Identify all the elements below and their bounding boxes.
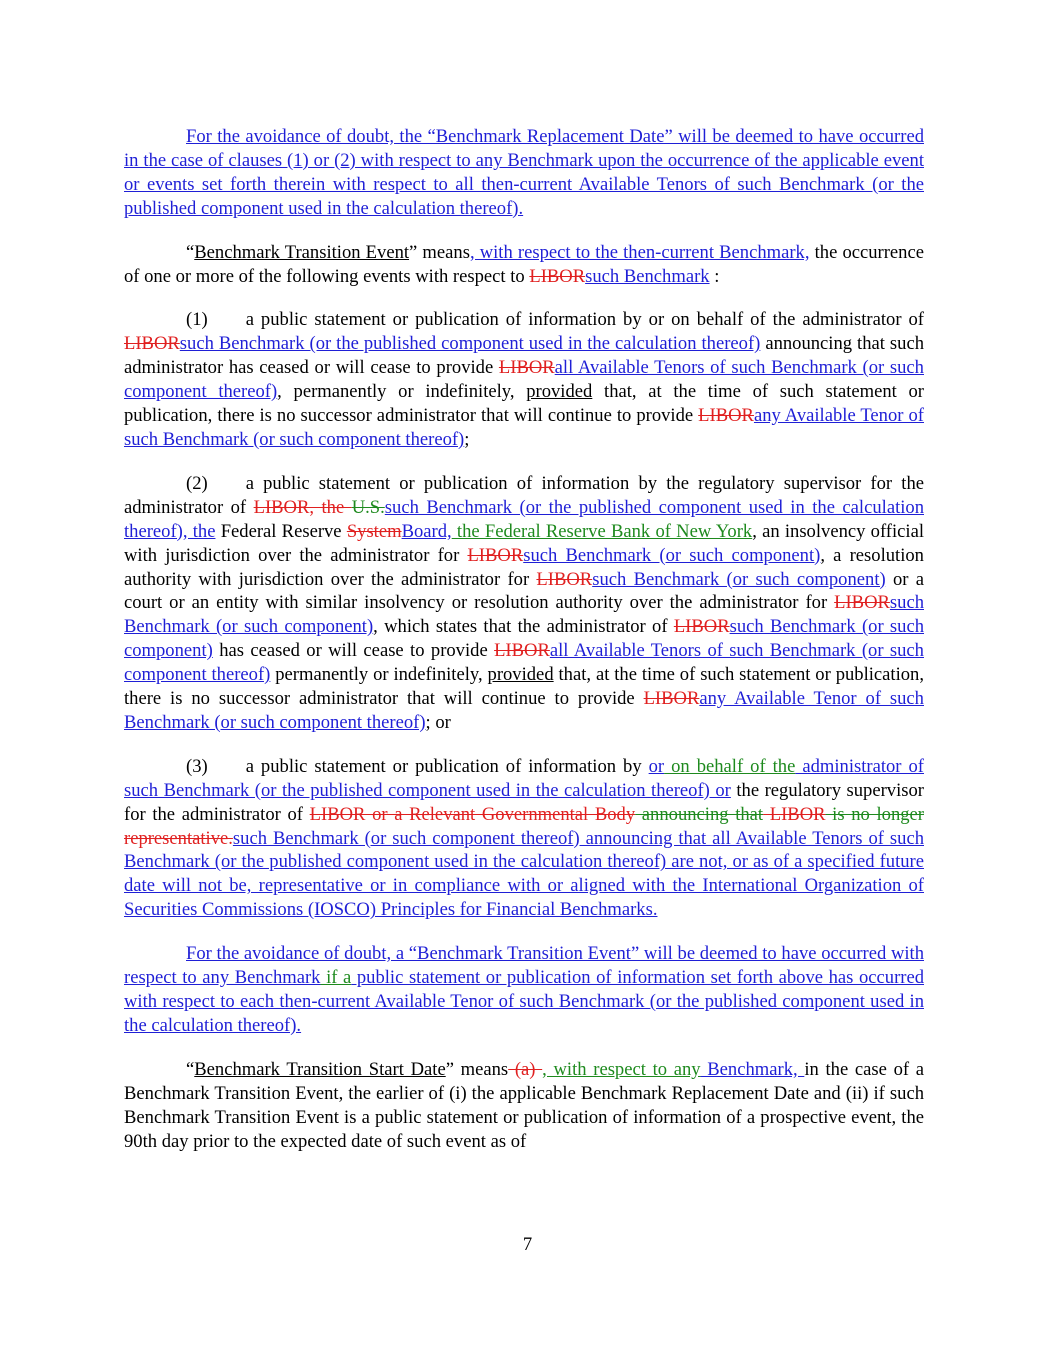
deleted-text: System [346,520,402,542]
deleted-text: LIBOR [834,592,890,614]
inserted-text: if a [320,967,352,989]
inserted-text: , with respect to any [542,1058,701,1080]
paragraph-replacement-date-clarification [124,125,924,221]
deleted-text: LIBOR [124,333,180,355]
deleted-text: LIBOR [698,405,754,427]
deleted-text: LIBOR [529,265,586,287]
deleted-text: (a) [508,1058,543,1080]
defined-term: Benchmark Transition Event [194,241,410,263]
inserted-text: on behalf of the [664,755,796,777]
page-body [124,125,924,1173]
inserted-text: such Benchmark [585,265,710,287]
inserted-text: such Benchmark (or such component) [523,544,821,566]
page-number: 7 [522,1234,533,1255]
clause-1: (1) a public statement or publication of information by or on behalf of the administrator of LIBORsuch Benchmark (or the published component used in the calculation thereof) announcing that such administrator has ceased or will cease to provide LIBORall Available Tenors of such Benchmark (or such component thereof), permanently or indefinitely, provided that, at the time of such statement or publication, there is no successor administrator that will continue to provide LIBORany Available Tenor of such Benchmark (or such component thereof); [124,309,924,450]
inserted-text: such Benchmark (or such component thereof) announcing that all Available Tenors of such Benchmark (or the published component used in the calculation thereof) are not, or as of a specified future date will not be, representative or in compliance with or aligned with the International Organization of Securities Commissions (IOSCO) Principles for Financial Benchmarks. [124,827,924,921]
deleted-text: LIBOR, the [253,496,352,518]
inserted-text: such Benchmark (or the published component used in the calculation thereof), the [124,496,924,542]
paragraph-transition-event-clarification [124,942,924,1038]
inserted-text: such Benchmark (or such component) [592,568,886,590]
deleted-text: LIBOR [763,803,826,825]
deleted-text: LIBOR or a Relevant Governmental Body [309,803,636,825]
deleted-text: LIBOR [643,688,700,710]
inserted-text: administrator of such Benchmark (or the published component used in the calculation thereof) or [124,755,924,801]
inserted-text: For the avoidance of doubt, a “Benchmark Transition Event” will be deemed to have occurred with respect to any Benchmark [124,943,924,989]
inserted-text: public statement or publication of information set forth above has occurred with respect to each then-current Available Tenor of such Benchmark (or the published component used in the calculation thereof). [124,967,925,1036]
inserted-text: all Available Tenors of such Benchmark (or such component thereof) [124,357,924,403]
inserted-text: , with respect to the then-current Benchmark, [469,241,810,263]
deleted-text: is no longer [825,803,924,825]
inserted-text: such Benchmark (or the published component used in the calculation thereof) [179,333,761,355]
inserted-text: all Available Tenors of such Benchmark (or such component thereof) [124,640,924,686]
deleted-text: LIBOR [536,568,593,590]
deleted-text: LIBOR [467,544,524,566]
deleted-text: U.S. [351,496,385,518]
inserted-text: Board, [401,520,452,542]
deleted-text: LIBOR [498,357,555,379]
deleted-text: LIBOR [673,616,730,638]
inserted-text: Benchmark, [700,1058,805,1080]
inserted-text: or [648,755,665,777]
paragraph-benchmark-transition-event-definition: “Benchmark Transition Event” means, with respect to the then-current Benchmark, the occurrence of one or more of the following events with respect to LIBORsuch Benchmark : [124,241,924,287]
provided-term: provided [526,381,593,403]
deleted-text: LIBOR [494,640,550,662]
provided-term: provided [487,664,554,686]
inserted-text: any Available Tenor of such Benchmark (or such component thereof) [124,688,924,733]
clause-3: (3) a public statement or publication of information by or on behalf of the administrator of such Benchmark (or the published component used in the calculation thereof) or the regulatory supervisor for the administrator of LIBOR or a Relevant Governmental Body announcing that LIBOR is no longer representative.such Benchmark (or such component thereof) announcing that all Available Tenors of such Benchmark (or the published component used in the calculation thereof) are not, or as of a specified future date will not be, representative or in compliance with or aligned with the International Organization of Securities Commissions (IOSCO) Principles for Financial Benchmarks. [124,755,924,921]
inserted-text: such Benchmark (or such component) [124,616,925,662]
inserted-text: For the avoidance of doubt, the “Benchmark Replacement Date” will be deemed to have occurred in the case of clauses (1) or (2) with respect to any Benchmark upon the occurrence of the applicable event or events set forth therein with respect to all then-current Available Tenors of such Benchmark (or the published component used in the calculation thereof). [124,126,924,219]
deleted-text: announcing that [635,803,764,825]
defined-term: Benchmark Transition Start Date [194,1058,446,1080]
clause-number: (1) [186,309,208,331]
paragraph-transition-start-date-definition: “Benchmark Transition Start Date” means (a) , with respect to any Benchmark, in the case of a Benchmark Transition Event, the earlier of (i) the applicable Benchmark Replacement Date and (ii) if such Benchmark Transition Event is a public statement or publication of information of a prospective event, the 90th day prior to the expected date of such event as of [124,1058,924,1152]
inserted-text: the Federal Reserve Bank of New York [451,520,753,542]
inserted-text: such Benchmark (or such component) [124,592,924,638]
clause-number: (2) [186,472,208,494]
inserted-text: any Available Tenor of such Benchmark (or such component thereof) [124,405,924,450]
clause-2: (2) a public statement or publication of information by the regulatory supervisor for the administrator of LIBOR, the U.S.such Benchmark (or the published component used in the calculation thereof), the Federal Reserve SystemBoard, the Federal Reserve Bank of New York, an insolvency official with jurisdiction over the administrator for LIBORsuch Benchmark (or such component), a resolution authority with jurisdiction over the administrator for LIBORsuch Benchmark (or such component) or a court or an entity with similar insolvency or resolution authority over the administrator for LIBORsuch Benchmark (or such component), which states that the administrator of LIBORsuch Benchmark (or such component) has ceased or will cease to provide LIBORall Available Tenors of such Benchmark (or such component thereof) permanently or indefinitely, provided that, at the time of such statement or publication, there is no successor administrator that will continue to provide LIBORany Available Tenor of such Benchmark (or such component thereof); or [124,472,925,733]
deleted-text: representative. [124,827,233,849]
clause-number: (3) [186,755,208,777]
